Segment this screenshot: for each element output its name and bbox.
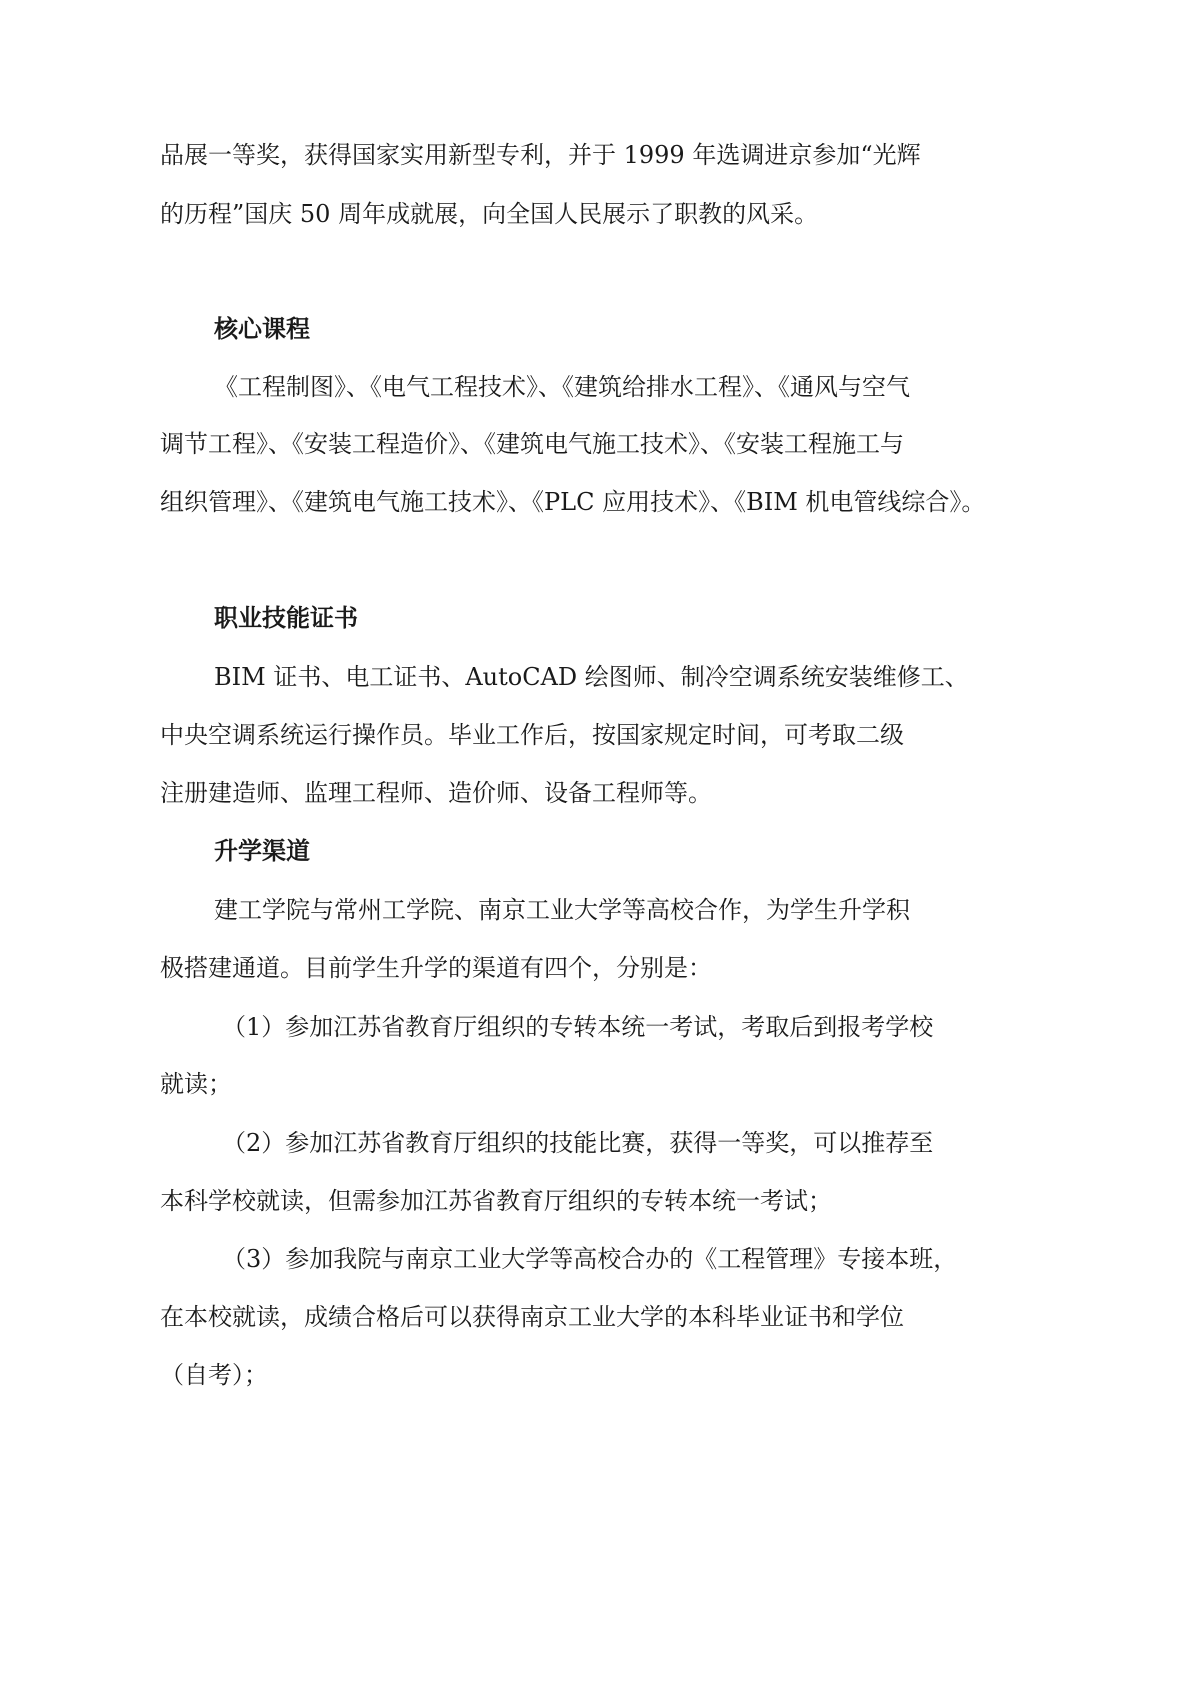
further-study-item-3-line-1: （3）参加我院与南京工业大学等高校合办的《工程管理》专接本班， xyxy=(222,1245,958,1273)
intro-line-1: 品展一等奖，获得国家实用新型专利，并于 1999 年选调进京参加“光辉 xyxy=(160,141,921,169)
further-study-intro-line-1: 建工学院与常州工学院、南京工业大学等高校合作，为学生升学积 xyxy=(214,896,910,924)
further-study-heading: 升学渠道 xyxy=(214,837,310,865)
intro-line-2: 的历程”国庆 50 周年成就展，向全国人民展示了职教的风采。 xyxy=(160,200,819,228)
certificates-heading: 职业技能证书 xyxy=(214,604,358,632)
further-study-item-3-line-2: 在本校就读，成绩合格后可以获得南京工业大学的本科毕业证书和学位 xyxy=(160,1303,904,1331)
further-study-intro-line-2: 极搭建通道。目前学生升学的渠道有四个，分别是： xyxy=(160,954,712,982)
core-courses-line-1: 《工程制图》、《电气工程技术》、《建筑给排水工程》、《通风与空气 xyxy=(214,373,910,401)
further-study-item-1-line-2: 就读； xyxy=(160,1070,232,1098)
further-study-item-2-line-2: 本科学校就读，但需参加江苏省教育厅组织的专转本统一考试； xyxy=(160,1187,832,1215)
certificates-line-3: 注册建造师、监理工程师、造价师、设备工程师等。 xyxy=(160,779,712,807)
further-study-item-1-line-1: （1）参加江苏省教育厅组织的专转本统一考试，考取后到报考学校 xyxy=(222,1013,934,1041)
further-study-item-3-line-3: （自考）； xyxy=(160,1361,268,1389)
core-courses-line-3: 组织管理》、《建筑电气施工技术》、《PLC 应用技术》、《BIM 机电管线综合》。 xyxy=(160,488,986,516)
certificates-line-1: BIM 证书、电工证书、AutoCAD 绘图师、制冷空调系统安装维修工、 xyxy=(214,663,969,691)
certificates-line-2: 中央空调系统运行操作员。毕业工作后，按国家规定时间，可考取二级 xyxy=(160,721,904,749)
core-courses-line-2: 调节工程》、《安装工程造价》、《建筑电气施工技术》、《安装工程施工与 xyxy=(160,430,904,458)
further-study-item-2-line-1: （2）参加江苏省教育厅组织的技能比赛，获得一等奖，可以推荐至 xyxy=(222,1129,934,1157)
core-courses-heading: 核心课程 xyxy=(214,315,310,343)
